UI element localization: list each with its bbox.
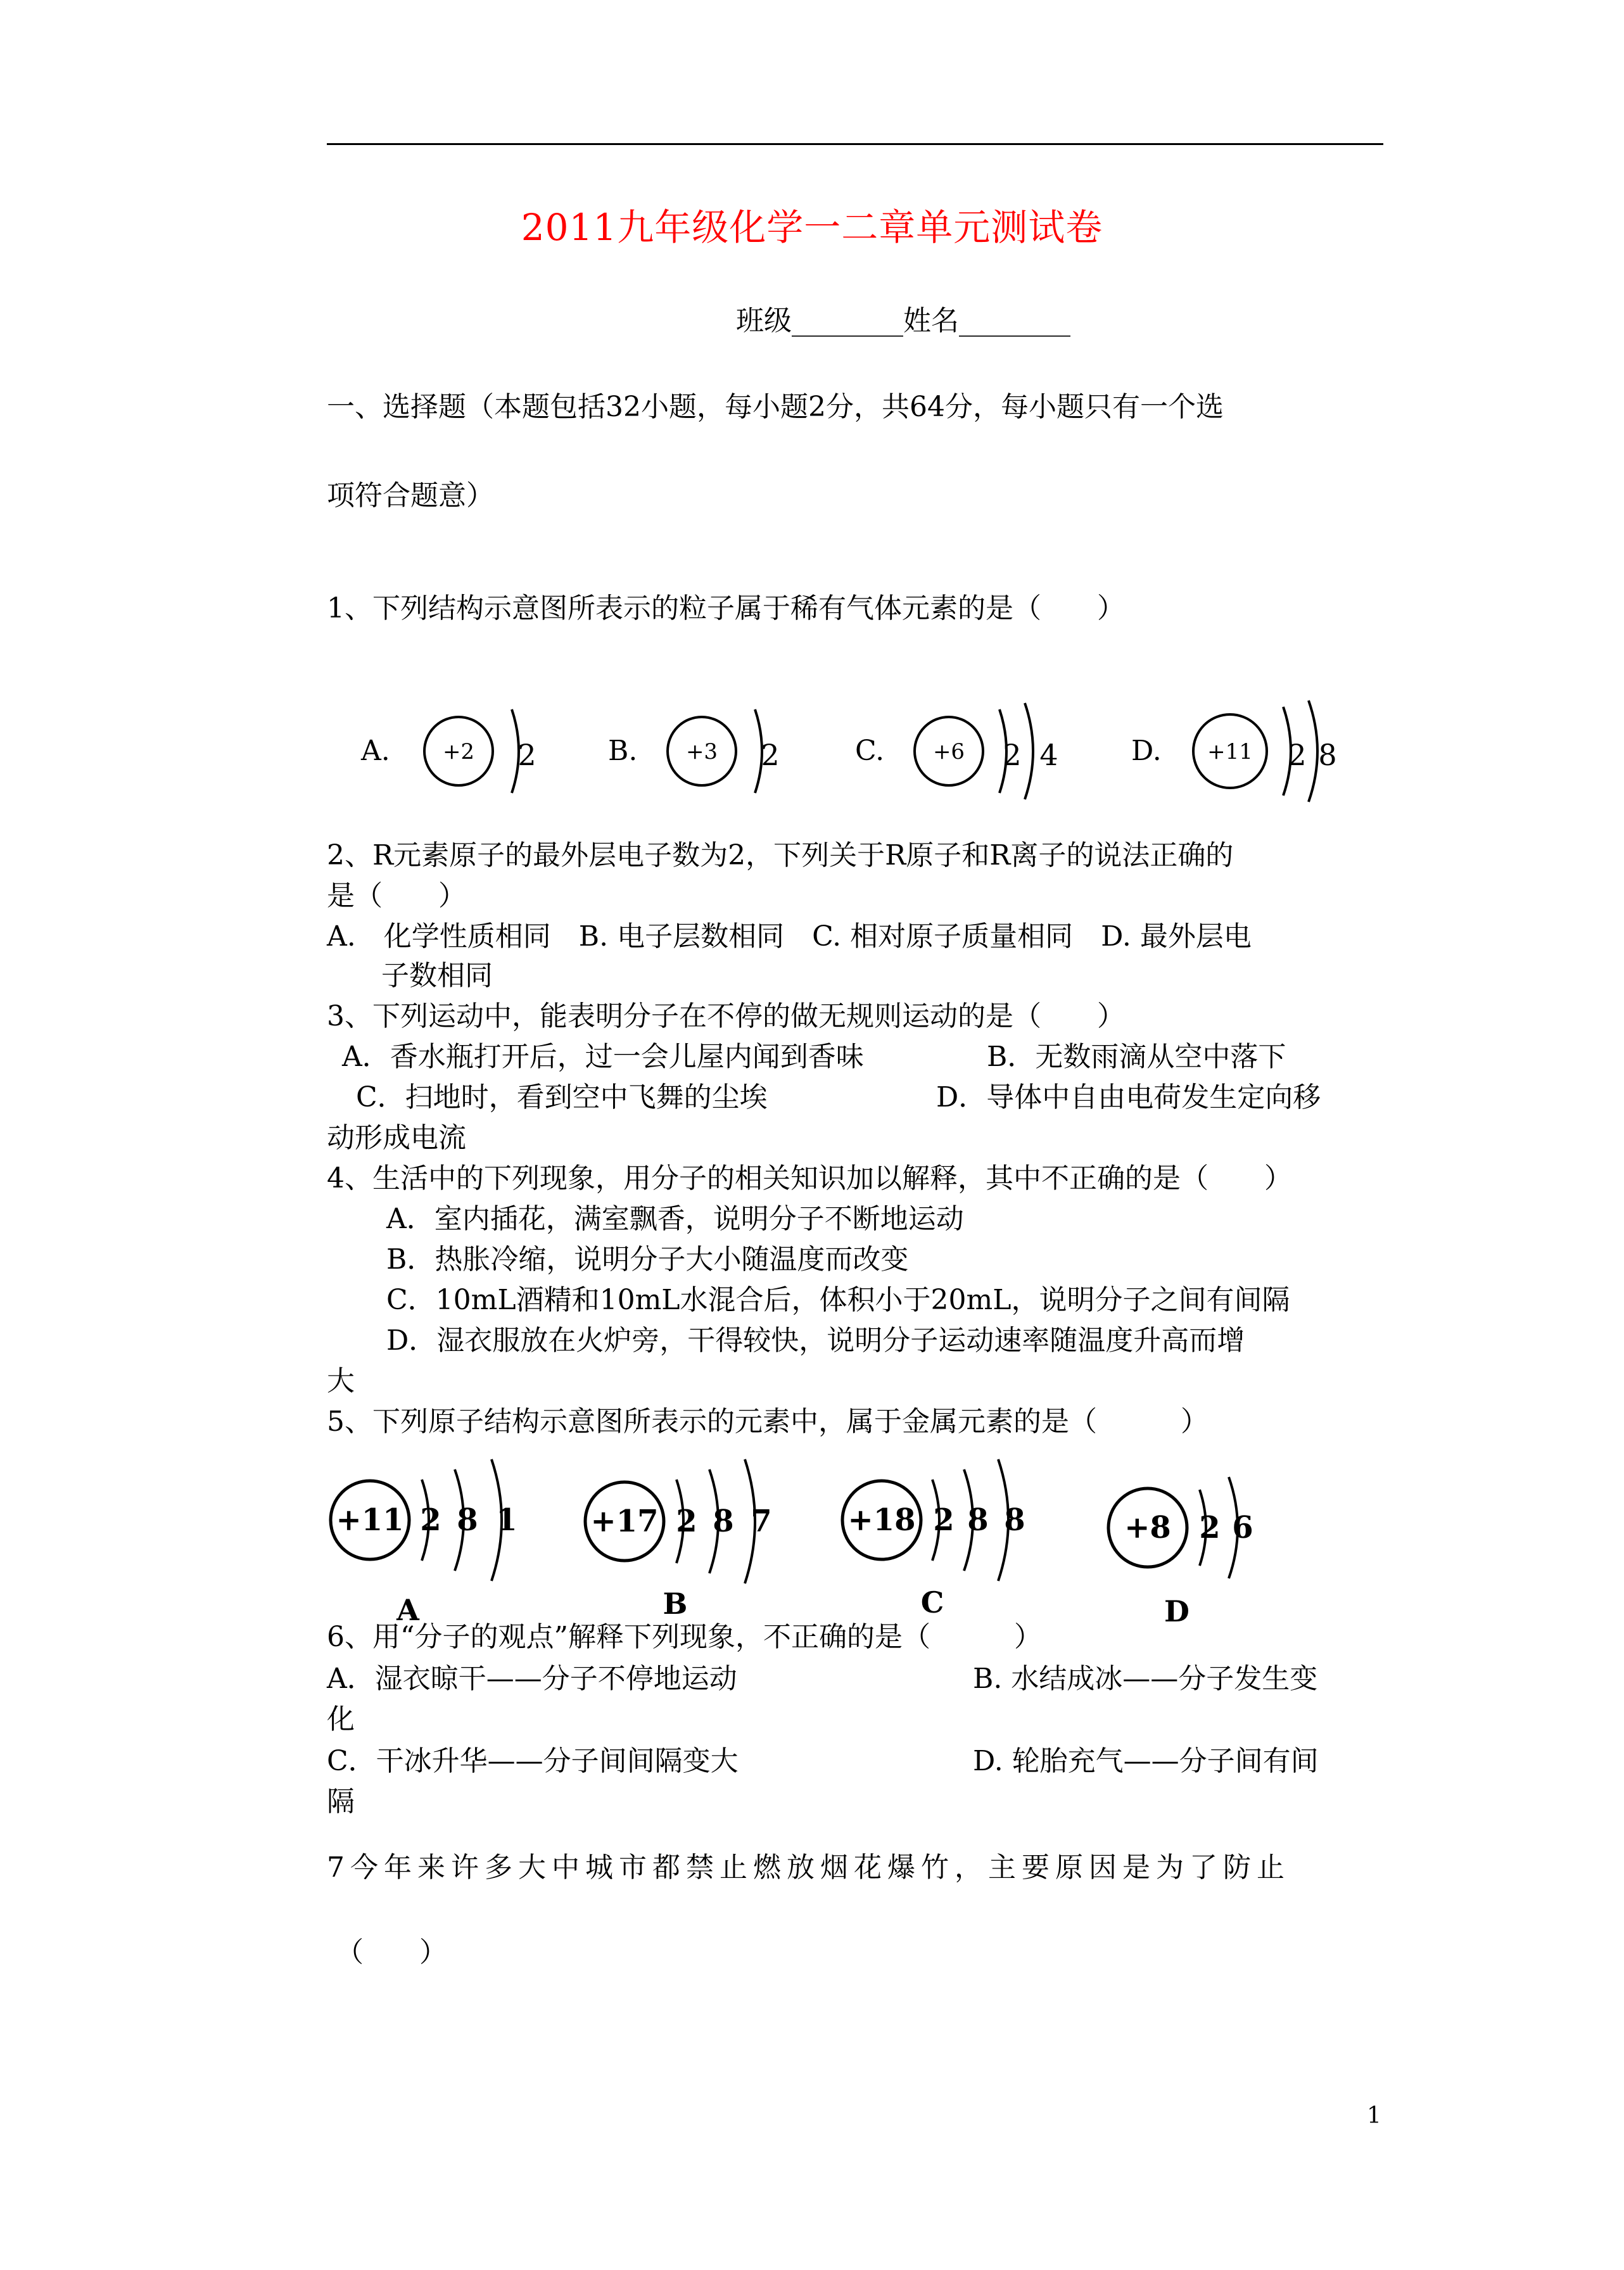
q5-diagrams — [323, 1450, 1298, 1634]
nucleus-charge: +2 — [442, 739, 475, 764]
header-rule — [327, 143, 1383, 145]
shell-electrons: 2 — [933, 1502, 955, 1538]
q5-option-b-label: B — [663, 1587, 688, 1621]
nucleus-charge: +8 — [1124, 1510, 1171, 1545]
q6-option-b-cont: 化 — [327, 1703, 355, 1735]
shell-electrons: 1 — [496, 1502, 517, 1538]
q5-option-c — [842, 1459, 1025, 1620]
shell-electrons: 2 — [517, 738, 536, 772]
q1-option-b — [608, 709, 780, 793]
shell-electrons: 2 — [420, 1502, 441, 1538]
shell-electrons: 8 — [1004, 1502, 1025, 1538]
shell-electrons: 8 — [457, 1502, 478, 1538]
q1-option-b-label: B. — [608, 735, 638, 767]
shell-electrons: 6 — [1232, 1510, 1253, 1545]
q5-option-b — [585, 1459, 772, 1621]
section-instructions-line2: 项符合题意） — [327, 479, 494, 512]
q4-option-a: A．室内插花，满室飘香，说明分子不断地运动 — [386, 1203, 964, 1235]
q3-option-d: D．导体中自由电荷发生定向移 — [936, 1081, 1321, 1113]
shell-electrons: 8 — [1318, 738, 1337, 772]
q3-stem: 3、下列运动中，能表明分子在不停的做无规则运动的是（ ） — [327, 1000, 1125, 1032]
q2-options-line1: A. 化学性质相同 B. 电子层数相同 C. 相对原子质量相同 D. 最外层电 — [327, 920, 1252, 953]
shell-electrons: 8 — [967, 1502, 989, 1538]
shell-electrons: 2 — [1288, 738, 1307, 772]
q5-option-a — [331, 1459, 517, 1627]
q3-option-a: A．香水瓶打开后，过一会儿屋内闻到香味 — [342, 1041, 864, 1073]
q2-stem-line2: 是（ ） — [327, 880, 466, 912]
nucleus-charge: +6 — [932, 739, 965, 764]
q3-option-d-cont: 动形成电流 — [327, 1122, 466, 1154]
page-title: 2011九年级化学一二章单元测试卷 — [521, 206, 1103, 249]
q6-option-d-cont: 隔 — [327, 1785, 355, 1818]
q3-option-b: B．无数雨滴从空中落下 — [987, 1041, 1286, 1073]
q1-option-d — [1131, 701, 1337, 802]
q1-option-c-label: C. — [855, 735, 885, 767]
q1-option-d-label: D. — [1131, 735, 1162, 767]
electron-shell-arc — [1025, 703, 1033, 799]
q3-option-c: C．扫地时，看到空中飞舞的尘埃 — [356, 1081, 768, 1113]
q1-stem: 1、下列结构示意图所表示的粒子属于稀有气体元素的是（ ） — [327, 592, 1125, 625]
q1-option-c — [855, 703, 1058, 799]
shell-electrons: 8 — [713, 1504, 734, 1539]
q4-option-c: C．10mL酒精和10mL水混合后，体积小于20mL，说明分子之间有间隔 — [386, 1284, 1290, 1316]
shell-electrons: 2 — [1003, 738, 1022, 772]
nucleus-charge: +18 — [847, 1502, 916, 1538]
q1-option-a — [360, 709, 536, 793]
q4-option-b: B．热胀冷缩，说明分子大小随温度而改变 — [386, 1243, 909, 1276]
electron-shell-arc — [1309, 701, 1317, 802]
q4-option-d-cont: 大 — [327, 1365, 355, 1397]
q2-stem-line1: 2、R元素原子的最外层电子数为2，下列关于R原子和R离子的说法正确的 — [327, 839, 1234, 872]
q1-option-a-label: A. — [361, 735, 390, 767]
shell-electrons: 2 — [761, 738, 780, 772]
q4-stem: 4、生活中的下列现象，用分子的相关知识加以解释，其中不正确的是（ ） — [327, 1162, 1292, 1195]
page-number: 1 — [1367, 2103, 1381, 2129]
class-name-line: 班级________姓名________ — [736, 305, 1070, 337]
q1-diagrams — [355, 690, 1368, 804]
nucleus-charge: +17 — [590, 1504, 659, 1539]
shell-electrons: 2 — [1199, 1510, 1221, 1545]
q6-option-c: C．干冰升华——分子间间隔变大 — [327, 1745, 739, 1777]
q5-option-c-label: C — [920, 1585, 944, 1620]
shell-electrons: 2 — [676, 1504, 697, 1539]
q6-option-b: B. 水结成冰——分子发生变 — [973, 1663, 1318, 1695]
q6-option-d: D. 轮胎充气——分子间有间 — [973, 1745, 1319, 1777]
nucleus-charge: +11 — [336, 1502, 404, 1538]
section-instructions-line1: 一、选择题（本题包括32小题，每小题2分，共64分，每小题只有一个选 — [327, 391, 1224, 423]
q7-answer-paren: （ ） — [336, 1936, 447, 1969]
q5-option-a-label: A — [396, 1593, 419, 1627]
q4-option-d: D．湿衣服放在火炉旁，干得较快，说明分子运动速率随温度升高而增 — [386, 1324, 1245, 1357]
nucleus-charge: +3 — [685, 739, 718, 764]
q7-stem: 7今年来许多大中城市都禁止燃放烟花爆竹，主要原因是为了防止 — [327, 1851, 1290, 1884]
q6-option-a: A．湿衣晾干——分子不停地运动 — [327, 1663, 737, 1695]
q2-options-line2: 子数相同 — [381, 960, 493, 992]
q5-option-d-label: D — [1164, 1594, 1189, 1628]
shell-electrons: 7 — [751, 1504, 772, 1539]
nucleus-charge: +11 — [1207, 739, 1253, 764]
shell-electrons: 4 — [1039, 738, 1058, 772]
q6-stem: 6、用“分子的观点”解释下列现象，不正确的是（ ） — [327, 1621, 1042, 1653]
q5-option-d — [1108, 1477, 1253, 1628]
q5-stem: 5、下列原子结构示意图所表示的元素中，属于金属元素的是（ ） — [327, 1405, 1208, 1438]
